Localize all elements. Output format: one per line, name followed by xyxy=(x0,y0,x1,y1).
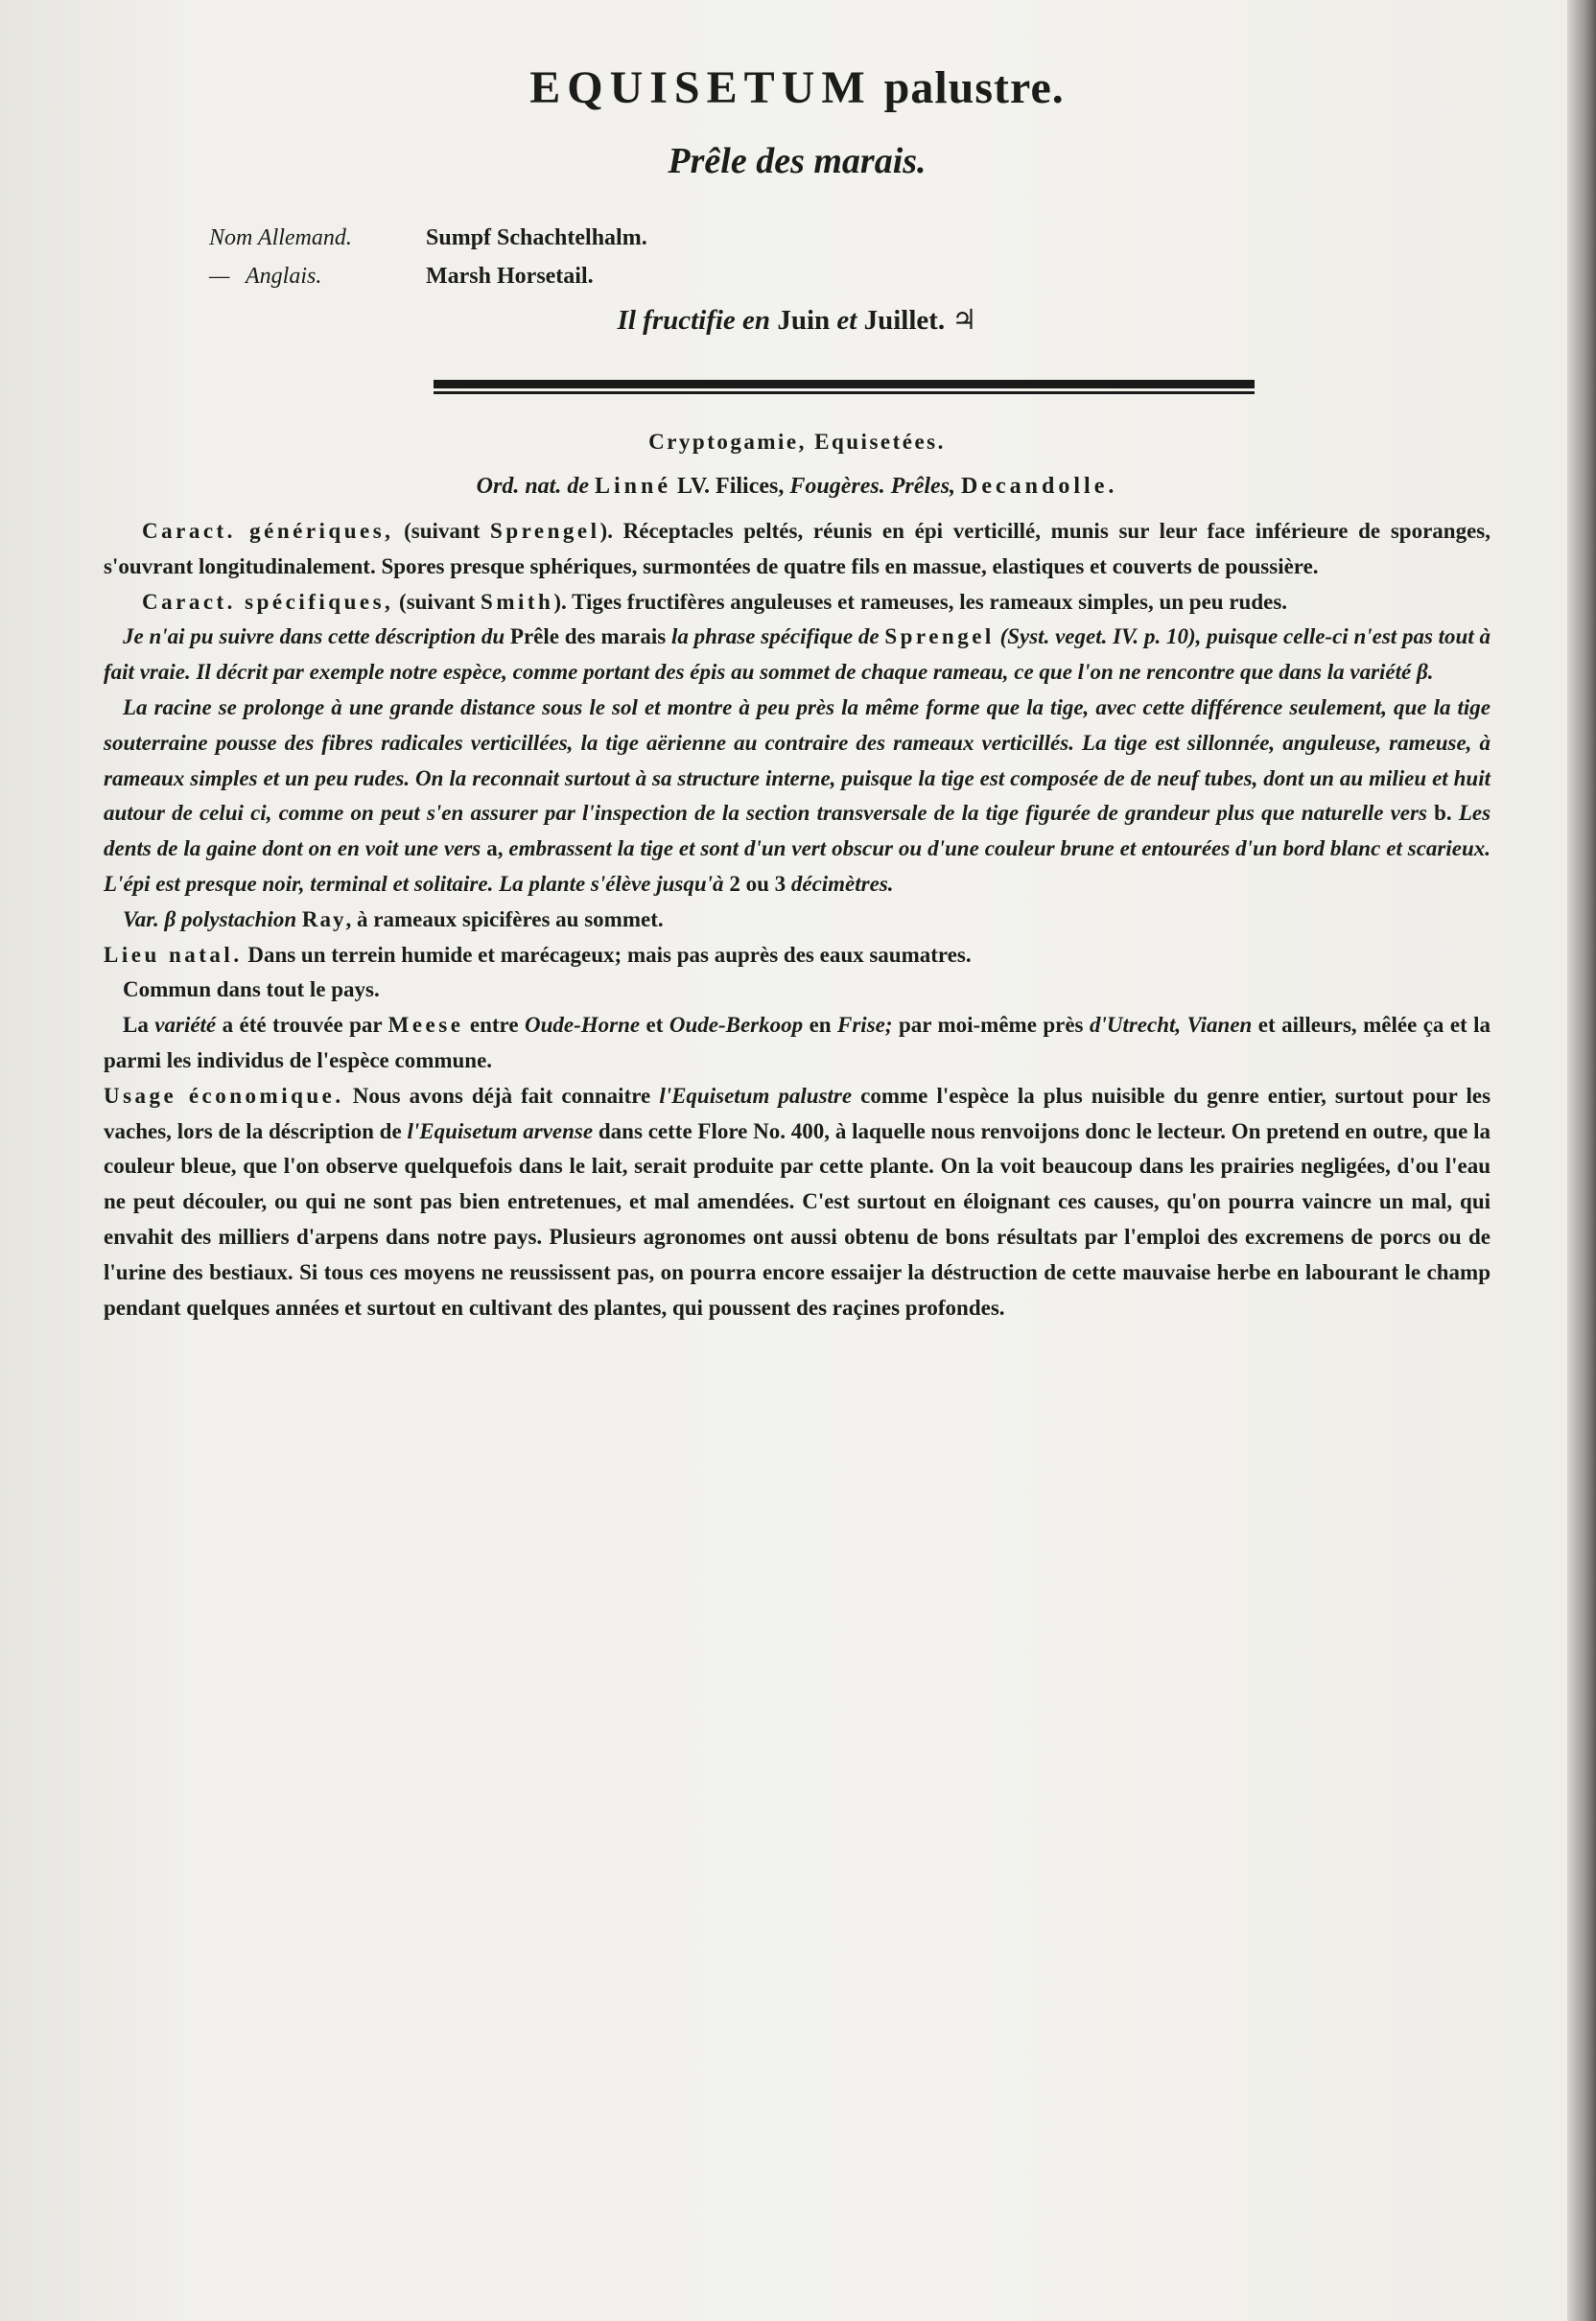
english-value: Marsh Horsetail. xyxy=(426,264,594,289)
loc-a: La xyxy=(123,1013,149,1038)
generic-text: ). Réceptacles peltés, réunis en épi verticillé, munis sur leur face inférieure de sporanges, s'ouvrant longitudinalement. Spores presque sphériques, surmontées de quatre fils en massue, elastiques et couverts de poussière. xyxy=(104,519,1490,578)
para-specific xyxy=(104,585,1490,621)
var-a: Var. β polystachion xyxy=(123,906,297,931)
note-a: Je n'ai pu suivre dans cette déscription du xyxy=(123,624,505,649)
common-names xyxy=(209,219,647,295)
title-species: palustre. xyxy=(883,62,1065,113)
page-edge-shadow xyxy=(1567,0,1596,2321)
usage-d: l'Equisetum arvense xyxy=(407,1118,594,1143)
fruit-text-a: Il fructifie en xyxy=(617,305,771,336)
var-author: Ray xyxy=(301,906,346,931)
loc-h: en xyxy=(809,1013,832,1038)
loc-f: et xyxy=(645,1013,664,1038)
ord-b: LV. Filices, xyxy=(677,474,785,499)
generic-author: Sprengel xyxy=(490,519,600,543)
desc-d: a, xyxy=(486,836,504,861)
note-d: (Syst. veget. IV. p. 10), puisque celle-ci n'est pas tout à fait vraie. Il décrit par exemple notre espèce, comme portant des épis au sommet de chaque rameau, ce que l'on ne rencontre que dans la variété β. xyxy=(104,624,1491,685)
desc-e: embrassent la tige et sont d'un vert obscur ou d'une couleur brune et entourées d'un bord blanc et scarieux. L'épi est presque noir, terminal et solitaire. La plante s'élève jusqu'à xyxy=(104,836,1491,896)
para-note xyxy=(104,620,1490,691)
habitat-text: Dans un terrein humide et marécageux; mais pas auprès des eaux saumatres. xyxy=(247,942,972,967)
perennial-symbol: ♃ xyxy=(951,305,977,336)
name-german xyxy=(209,219,647,257)
title-genus: EQUISETUM xyxy=(529,62,872,113)
specific-label: Caract. spécifiques, xyxy=(142,589,394,614)
para-habitat xyxy=(104,938,1490,973)
common-text: Commun dans tout le pays. xyxy=(123,977,380,1002)
loc-e: Oude-Horne xyxy=(524,1013,641,1038)
para-description xyxy=(104,691,1490,903)
para-usage xyxy=(104,1079,1490,1326)
body-text xyxy=(104,514,1490,1325)
ord-c: Fougères. Prêles, xyxy=(789,474,956,499)
loc-d: entre xyxy=(469,1013,519,1038)
ord-decandolle: Decandolle. xyxy=(961,474,1118,499)
desc-b: b. xyxy=(1434,801,1452,826)
german-value: Sumpf Schachtelhalm. xyxy=(426,225,647,250)
name-english xyxy=(209,257,647,295)
ord-linne: Linné xyxy=(594,474,672,499)
ditto-dash: — xyxy=(209,264,230,289)
page-title xyxy=(104,61,1490,114)
para-generic xyxy=(104,514,1490,585)
english-label: Anglais. xyxy=(246,264,322,289)
loc-l: et ailleurs, mêlée ça et la parmi les individus de l'espèce commune. xyxy=(104,1013,1491,1072)
specific-text: ). Tiges fructifères anguleuses et rameuses, les rameaux simples, un peu rudes. xyxy=(553,589,1288,614)
specific-author: Smith xyxy=(481,589,554,614)
loc-i: Frise; xyxy=(837,1013,893,1038)
var-b: , à rameaux spicifères au sommet. xyxy=(345,906,664,931)
desc-c: Les dents de la gaine dont on en voit une vers xyxy=(104,801,1491,861)
usage-c: comme l'espèce la plus nuisible du genre entier, surtout pour les vaches, lors de la déscription de xyxy=(104,1083,1491,1143)
generic-suivant: (suivant xyxy=(404,519,481,543)
loc-k: d'Utrecht, Vianen xyxy=(1089,1013,1253,1038)
note-b: Prêle des marais xyxy=(509,624,667,649)
page-subtitle: Prêle des marais. xyxy=(668,141,927,181)
fruit-month2: Juillet. xyxy=(863,305,946,336)
para-variety xyxy=(104,903,1490,938)
natural-order xyxy=(104,474,1490,500)
specific-suivant: (suivant xyxy=(399,589,476,614)
para-localities xyxy=(104,1008,1490,1079)
loc-b: variété xyxy=(154,1013,217,1038)
generic-label: Caract. génériques, xyxy=(142,519,394,543)
note-author: Sprengel xyxy=(884,624,995,649)
fruit-text-b: et xyxy=(836,305,857,336)
para-common xyxy=(104,973,1490,1008)
usage-b: l'Equisetum palustre xyxy=(659,1083,853,1108)
usage-e: dans cette Flore No. 400, à laquelle nous renvoijons donc le lecteur. On pretend en outre, que la couleur bleue, que l'on observe quelquefois dans le lait, serait produite par cette plante. On la voit beaucoup dans les prairies negligées, d'ou l'eau ne peut découler, ou qui ne sont pas bien entretenues, et mal amendées. C'est surtout en éloignant ces causes, qu'on pourra vaincre un mal, qui envahit des milliers d'arpens dans notre pays. Plusieurs agronomes ont aussi obtenu de bons résultats par l'emploi des excremens de porcs ou de l'urine des bestiaux. Si tous ces moyens ne reussissent pas, on pourra encore essaijer la déstruction de cette mauvaise herbe en labourant le champ pendant quelques années et surtout en cultivant des plantes, qui poussent des raçines profondes. xyxy=(104,1118,1491,1320)
classification: Cryptogamie, Equisetées. xyxy=(648,430,946,454)
divider-thin xyxy=(434,391,1255,394)
habitat-label: Lieu natal. xyxy=(104,942,243,967)
loc-j: par moi-même près xyxy=(898,1013,1084,1038)
note-c: la phrase spécifique de xyxy=(670,624,880,649)
loc-author: Meese xyxy=(387,1013,464,1038)
loc-g: Oude-Berkoop xyxy=(669,1013,804,1038)
desc-f: 2 ou 3 xyxy=(729,871,786,896)
desc-a: La racine se prolonge à une grande distance sous le sol et montre à peu près la même forme que la tige, avec cette différence seulement, que la tige souterraine pousse des fibres radicales verticillées, la tige aërienne au contraire des rameaux verticillés. La tige est sillonnée, anguleuse, rameuse, à rameaux simples et un peu rudes. On la reconnait surtout à sa structure interne, puisque la tige est composée de de neuf tubes, dont un au milieu et huit autour de celui ci, comme on peut s'en assurer par l'inspection de la section transversale de la tige figurée de grandeur plus que naturelle vers xyxy=(104,694,1490,826)
german-label: Nom Allemand. xyxy=(209,225,352,250)
ord-a: Ord. nat. de xyxy=(476,474,589,499)
usage-a: Nous avons déjà fait connaitre xyxy=(352,1083,651,1108)
fruit-month1: Juin xyxy=(777,305,831,336)
divider-thick xyxy=(434,380,1255,388)
desc-g: décimètres. xyxy=(790,871,894,896)
fruiting-line xyxy=(104,303,1490,337)
usage-label: Usage économique. xyxy=(104,1083,344,1108)
loc-c: a été trouvée par xyxy=(222,1013,383,1038)
